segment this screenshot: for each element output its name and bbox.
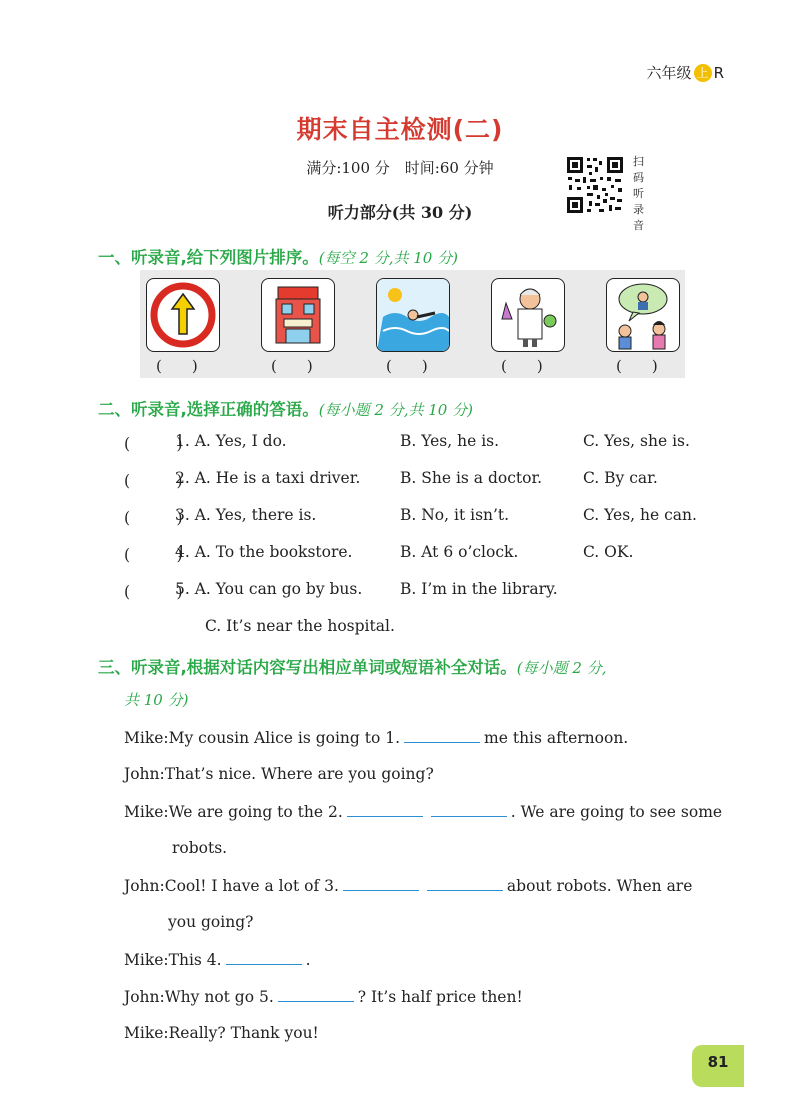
page-number: 81 <box>692 1045 744 1087</box>
picture-strip <box>140 270 685 378</box>
picture-1 <box>146 278 220 352</box>
line-text: . We are going to see some <box>510 803 723 821</box>
edition-text: R <box>713 63 724 82</box>
speaker: John: <box>124 877 165 895</box>
option-a: 5. A. You can go by bus. <box>175 580 363 598</box>
option-c: C. OK. <box>583 543 634 561</box>
answer-blank[interactable] <box>427 876 503 891</box>
answer-paren[interactable]: ( ) <box>124 583 183 601</box>
term-badge: 上 <box>694 64 712 82</box>
answer-paren[interactable]: ( ) <box>124 546 183 564</box>
section3-heading <box>98 654 606 678</box>
option-b: B. She is a doctor. <box>400 469 543 487</box>
line-text: about robots. When are <box>506 877 693 895</box>
speaker: Mike: <box>124 803 169 821</box>
speaker: Mike: <box>124 729 169 747</box>
option-a: 1. A. Yes, I do. <box>175 432 287 450</box>
qr-label-char: 音 <box>633 219 644 232</box>
picture-3 <box>376 278 450 352</box>
dialogue-line <box>124 728 628 747</box>
line-text: ? It’s half price then! <box>357 988 523 1006</box>
option-a: 2. A. He is a taxi driver. <box>175 469 361 487</box>
option-c: C. By car. <box>583 469 658 487</box>
qr-label-char: 听 <box>633 187 644 200</box>
option-a: 4. A. To the bookstore. <box>175 543 353 561</box>
dialogue-line <box>124 765 434 783</box>
qr-label <box>633 154 647 234</box>
dialogue-line <box>124 876 692 895</box>
section2-heading <box>98 396 473 420</box>
answer-blank[interactable] <box>404 728 480 743</box>
answer-blank[interactable] <box>226 950 302 965</box>
qr-label-char: 扫 <box>633 155 644 168</box>
dialogue-line <box>124 950 311 969</box>
dialogue-line-cont: robots. <box>172 839 228 857</box>
option-c: C. Yes, she is. <box>583 432 690 450</box>
section3-note: (每小题 2 分, <box>516 659 607 677</box>
dialogue-line <box>124 802 722 821</box>
qr-label-char: 录 <box>633 203 644 216</box>
picture-2 <box>261 278 335 352</box>
line-text: Really? Thank you! <box>168 1024 319 1042</box>
picture-4 <box>491 278 565 352</box>
line-text: My cousin Alice is going to 1. <box>168 729 401 747</box>
dialogue-line-cont: you going? <box>168 913 254 931</box>
option-b: B. At 6 o’clock. <box>400 543 519 561</box>
answer-blank[interactable]: ( ) <box>386 357 428 375</box>
answer-blank[interactable]: ( ) <box>271 357 313 375</box>
speaker: Mike: <box>124 951 169 969</box>
line-text: That’s nice. Where are you going? <box>164 765 434 783</box>
option-b: B. Yes, he is. <box>400 432 500 450</box>
option-a: 3. A. Yes, there is. <box>175 506 317 524</box>
qr-code-icon[interactable] <box>565 155 625 215</box>
answer-blank[interactable] <box>431 802 507 817</box>
line-text: This 4. <box>168 951 222 969</box>
dialogue-icon <box>607 279 679 351</box>
line-text: Why not go 5. <box>164 988 274 1006</box>
answer-blank[interactable]: ( ) <box>501 357 543 375</box>
section2-note: (每小题 2 分,共 10 分) <box>318 401 473 419</box>
option-c: C. It’s near the hospital. <box>205 617 395 635</box>
part-heading: 听力部分(共 30 分) <box>327 203 473 222</box>
answer-paren[interactable]: ( ) <box>124 472 183 490</box>
score-time-info: 满分:100 分 时间:60 分钟 <box>306 159 494 177</box>
answer-blank[interactable]: ( ) <box>616 357 658 375</box>
grade-text: 六年级 <box>646 64 692 82</box>
page-title: 期末自主检测(二) <box>296 115 504 144</box>
answer-blank[interactable] <box>343 876 419 891</box>
section3-title: 三、听录音,根据对话内容写出相应单词或短语补全对话。 <box>98 658 517 677</box>
qr-label-char: 码 <box>633 171 644 184</box>
line-text: me this afternoon. <box>484 729 629 747</box>
dialogue-line <box>124 987 523 1006</box>
section2-title: 二、听录音,选择正确的答语。 <box>98 400 319 419</box>
go-straight-sign-icon <box>147 279 219 351</box>
line-text: We are going to the 2. <box>168 803 343 821</box>
section3-note-cont: 共 10 分) <box>124 691 189 709</box>
answer-blank[interactable]: ( ) <box>156 357 198 375</box>
picture-5 <box>606 278 680 352</box>
speaker: Mike: <box>124 1024 169 1042</box>
speaker: John: <box>124 988 165 1006</box>
grade-label <box>647 62 724 83</box>
answer-paren[interactable]: ( ) <box>124 435 183 453</box>
section1-heading <box>98 244 458 268</box>
section1-title: 一、听录音,给下列图片排序。 <box>98 248 319 267</box>
line-text: Cool! I have a lot of 3. <box>164 877 339 895</box>
section1-note: (每空 2 分,共 10 分) <box>318 249 458 267</box>
option-b: B. I’m in the library. <box>400 580 558 598</box>
scientist-icon <box>492 279 564 351</box>
option-c: C. Yes, he can. <box>583 506 697 524</box>
answer-blank[interactable] <box>347 802 423 817</box>
answer-paren[interactable]: ( ) <box>124 509 183 527</box>
swimming-icon <box>377 279 449 351</box>
line-text: . <box>305 951 311 969</box>
section3-heading-cont <box>124 689 188 710</box>
option-b: B. No, it isn’t. <box>400 506 510 524</box>
answer-blank[interactable] <box>278 987 354 1002</box>
bookstore-icon <box>262 279 334 351</box>
speaker: John: <box>124 765 165 783</box>
dialogue-line <box>124 1024 319 1042</box>
